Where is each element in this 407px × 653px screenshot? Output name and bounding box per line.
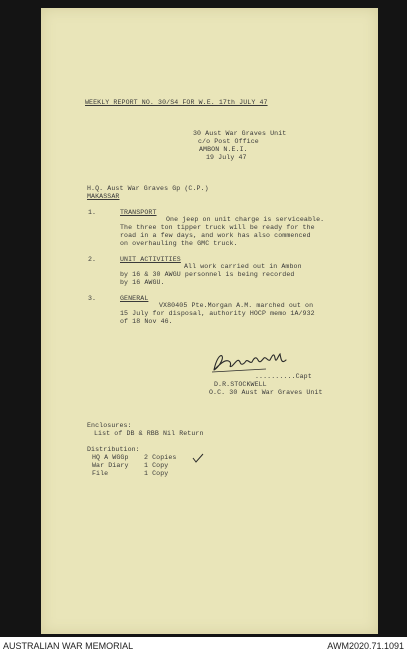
section-1-line-2: The three ton tipper truck will be ready for the xyxy=(120,224,315,231)
section-2-line-1: All work carried out in Ambon xyxy=(184,263,302,270)
signature-rank: ..........Capt xyxy=(255,373,312,380)
section-1-heading: TRANSPORT xyxy=(120,209,157,216)
sender-location: AMBON N.E.I. xyxy=(199,146,248,153)
sender-unit: 30 Aust War Graves Unit xyxy=(193,130,287,137)
distribution-label: Distribution: xyxy=(87,446,140,453)
distribution-copies-3: 1 Copy xyxy=(144,470,169,477)
enclosures-label: Enclosures: xyxy=(87,422,132,429)
section-1-line-1: One jeep on unit charge is serviceable. xyxy=(166,216,325,223)
addressee-line-1: H.Q. Aust War Graves Gp (C.P.) xyxy=(87,185,209,192)
section-2-line-3: by 16 AWGU. xyxy=(120,279,165,286)
checkmark-icon xyxy=(192,453,204,463)
section-3-line-1: VX80405 Pte.Morgan A.M. marched out on xyxy=(159,302,314,309)
handwritten-signature xyxy=(208,350,298,376)
section-1-line-4: on overhauling the GMC truck. xyxy=(120,240,238,247)
sender-date: 19 July 47 xyxy=(206,154,247,161)
distribution-to-3: File xyxy=(92,470,109,477)
section-2-number: 2. xyxy=(88,256,97,263)
section-3-line-2: 15 July for disposal, authority HOCP memo 1A/932 xyxy=(120,310,315,317)
signature-role: O.C. 30 Aust War Graves Unit xyxy=(209,389,323,396)
footer-institution: AUSTRALIAN WAR MEMORIAL xyxy=(3,641,134,651)
footer-accession-number: AWM2020.71.1091 xyxy=(327,641,404,651)
report-title: WEEKLY REPORT NO. 30/S4 FOR W.E. 17th JULY 47 xyxy=(85,99,268,106)
signature-name: D.R.STOCKWELL xyxy=(214,381,267,388)
section-2-heading: UNIT ACTIVITIES xyxy=(120,256,181,263)
addressee-line-2: MAKASSAR xyxy=(87,193,120,200)
section-1-line-3: road in a few days, and work has also commenced xyxy=(120,232,311,239)
section-3-heading: GENERAL xyxy=(120,295,149,302)
section-3-line-3: of 18 Nov 46. xyxy=(120,318,173,325)
distribution-copies-1: 2 Copies xyxy=(144,454,177,461)
section-1-number: 1. xyxy=(88,209,97,216)
archive-footer xyxy=(0,637,407,653)
enclosures-item: List of DB & RBB Nil Return xyxy=(94,430,204,437)
distribution-to-1: HQ A WGGp xyxy=(92,454,129,461)
section-2-line-2: by 16 & 30 AWGU personnel is being recorded xyxy=(120,271,295,278)
distribution-copies-2: 1 Copy xyxy=(144,462,169,469)
sender-postoffice: c/o Post Office xyxy=(198,138,259,145)
distribution-to-2: War Diary xyxy=(92,462,129,469)
document-page xyxy=(41,8,378,634)
section-3-number: 3. xyxy=(88,295,97,302)
